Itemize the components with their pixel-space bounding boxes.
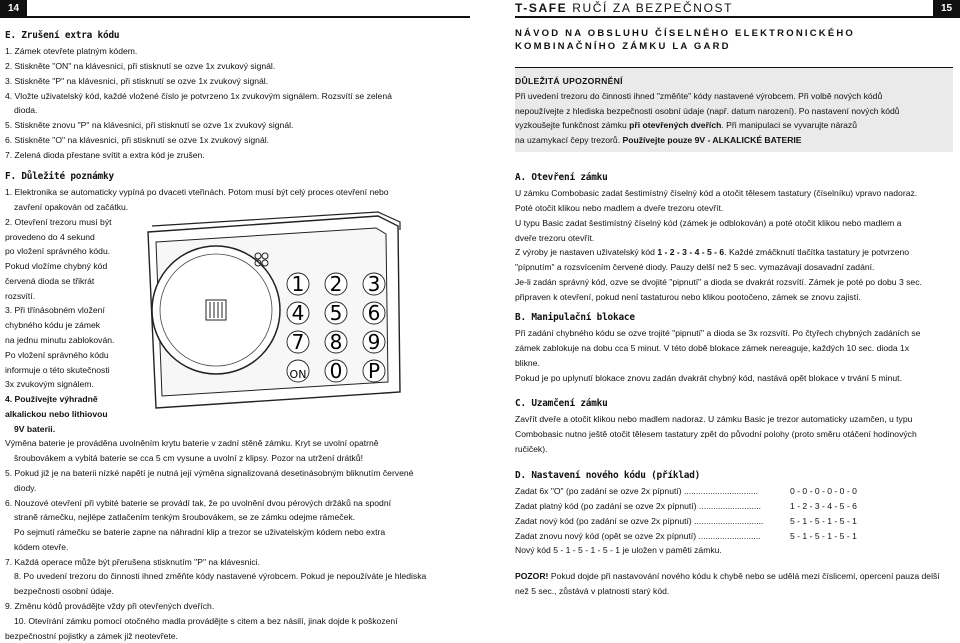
- warning-emphasis: při otevřených dveřích: [629, 120, 722, 131]
- section-f-title: F. Důležité poznámky: [5, 171, 114, 182]
- section-a-line: připraven k otevření, pokud není tastaturou nebo klikou pootočeno, zámek se znovu zajistí.: [515, 291, 861, 302]
- section-e-item: 7. Zelená dioda přestane svítit a extra kód je zrušen.: [5, 149, 205, 160]
- section-a-line: dveře trezoru otevřít.: [515, 232, 595, 243]
- keypad-key-label: 8: [329, 330, 343, 354]
- section-f-line: bezpečnosti osobní údaje.: [14, 586, 114, 597]
- keypad-key-label: 1: [291, 272, 305, 296]
- section-f-line: 3x zvukovým signálem.: [5, 379, 94, 390]
- code-step-label: Zadat platný kód (po zadání se ozve 2x pípnutí) ..........................: [515, 500, 762, 511]
- section-a-line: "pípnutím" a rozsvícením červené diody. Pauzy delší než 5 sec. vymazávají dosavadní zadání.: [515, 262, 875, 273]
- keypad-key-label: 9: [367, 330, 381, 354]
- section-d: [515, 468, 960, 558]
- header-rule-left: [0, 16, 470, 18]
- section-f-line: alkalickou nebo lithiovou: [5, 408, 108, 419]
- lock-keypad-illustration: [138, 212, 408, 412]
- section-c-line: ručiček).: [515, 443, 548, 454]
- code-step-value: 5 - 1 - 5 - 1 - 5 - 1: [790, 515, 857, 526]
- section-f-line: Po sejmutí rámečku se baterie zapne na náhradní klip a trezor se uživatelským kódem nebo extra: [14, 527, 386, 538]
- section-e-item: dioda.: [14, 105, 38, 116]
- section-c-line: Combobasic nutno ještě otočit tělesem tastatury zpět do původní polohy (proto směru otáčení hodinových: [515, 428, 917, 439]
- section-f-line: zavření opakován od začátku.: [14, 201, 129, 212]
- code-step-value: 0 - 0 - 0 - 0 - 0 - 0: [790, 486, 857, 497]
- text: . Každé zmáčknutí tlačítka tastatury je potvrzeno: [724, 247, 910, 258]
- warning-line-1: Při uvedení trezoru do činnosti ihned "změňte" kódy nastavené výrobcem. Při volbě nových kódů: [515, 90, 883, 101]
- keypad-key-label: 2: [329, 272, 343, 296]
- section-b-line: Pokud je po uplynutí blokace znovu zadán dvakrát chybný kód, nastává opět blokace v trvání 5 minut.: [515, 372, 902, 383]
- section-e-item: 6. Stiskněte "O" na klávesnici, při stisknutí se ozve 1x zvukový signál.: [5, 134, 270, 145]
- section-b-line: blikne.: [515, 357, 540, 368]
- section-b-line: Při zadání chybného kódu se ozve trojité "pipnutí" a dioda se 3x rozsvítí. Po čtyřech chybných zadáních se: [515, 328, 921, 339]
- page-number-right: 15: [933, 0, 960, 17]
- section-f-line: 4. Používejte výhradně: [5, 394, 98, 405]
- section-f-line: 9. Změnu kódů provádějte vždy při otevřených dveřích.: [5, 601, 215, 612]
- brand-tagline: RUČÍ ZA BEZPEČNOST: [572, 1, 734, 15]
- default-code: 1 - 2 - 3 - 4 - 5 - 6: [657, 247, 725, 258]
- header-rule-right: [515, 16, 960, 18]
- code-step-value: 5 - 1 - 5 - 1 - 5 - 1: [790, 530, 857, 541]
- section-e-item: 5. Stiskněte znovu "P" na klávesnici, při stisknutí se ozve 1x zvukový signál.: [5, 120, 294, 131]
- keypad-key-label: 6: [367, 301, 381, 325]
- pozor-text: Pokud dojde při nastavování nového kódu k chybě nebo se udělá mezi číslicemi, opercení pauza delší než 5 sec., zůstává v platnosti starý kód.: [515, 571, 940, 596]
- section-f-line: 9V baterii.: [14, 423, 56, 434]
- section-f-line: 6. Nouzové otevření při vybité baterie se provádí tak, že po uvolnění dvou pérových držáků na spodní: [5, 497, 391, 508]
- text: Z výroby je nastaven uživatelský kód: [515, 247, 658, 258]
- keypad-key-label: 5: [329, 301, 343, 325]
- keypad-key-label: P: [367, 359, 381, 383]
- section-f-line: červená dioda se třikrát: [5, 275, 95, 286]
- section-f-line: Po vložení správného kódu: [5, 349, 109, 360]
- keypad-key-label: ON: [289, 368, 307, 381]
- code-step-label: Zadat 6x "O" (po zadání se ozve 2x pípnutí) ...............................: [515, 486, 759, 497]
- section-c-title: C. Uzamčení zámku: [515, 398, 608, 409]
- section-a-line: Poté otočit klikou nebo madlem a dveře trezoru otevřít.: [515, 202, 724, 213]
- section-f-line: straně rámečku, nejlépe zatlačením tenkým šroubovákem, se ze zámku odejme rámeček.: [14, 512, 356, 523]
- section-e-item: 4. Vložte uživatelský kód, každé vložené číslo je potvrzeno 1x zvukovým signálem. Rozsvítí se zelená: [5, 90, 392, 101]
- warning-text: vyzkoušejte funkčnost zámku: [515, 120, 630, 131]
- section-f-line: 2. Otevření trezoru musí být: [5, 216, 112, 227]
- section-b-title: B. Manipulační blokace: [515, 312, 635, 323]
- keypad-key-label: 7: [291, 330, 305, 354]
- section-f-line: po vložení správného kódu.: [5, 246, 111, 257]
- section-a-line: [515, 245, 960, 260]
- page-number-left: 14: [0, 0, 27, 17]
- section-f-line: Pokud vložíme chybný kód: [5, 261, 108, 272]
- keypad-key-label: 4: [291, 301, 305, 325]
- section-c-line: Zavřít dveře a otočit klikou nebo madlem nadoraz. U zámku Basic je trezor automaticky uzamčen, u typu: [515, 414, 913, 425]
- section-b: [515, 310, 960, 385]
- section-e-item: 1. Zámek otevřete platným kódem.: [5, 46, 138, 57]
- section-a-line: U zámku Combobasic zadat šestimístný číselný kód a otočit tělesem tastatury (číselníku) vpravo nadoraz.: [515, 188, 918, 199]
- warning-line-4: [515, 133, 953, 148]
- brand-name: T-SAFE: [515, 1, 568, 15]
- section-f-line: diody.: [14, 482, 37, 493]
- section-f-line: 8. Po uvedení trezoru do činnosti ihned změňte kódy nastavené výrobcem. Pokud je nepoužíváte je hlediska: [14, 571, 427, 582]
- pozor-label: POZOR!: [515, 571, 549, 581]
- section-e-list: [5, 44, 470, 162]
- pozor-note: [515, 569, 955, 599]
- section-f-line: 5. Pokud již je na baterii nízké napětí je nutná její výměna signalizovaná desetinásobným bliknutím červené: [5, 468, 414, 479]
- keypad-key-label: 0: [329, 359, 343, 383]
- code-step-label: Zadat nový kód (po zadání se ozve 2x pípnutí) .............................: [515, 515, 764, 526]
- warning-line-2: nepoužívejte z hlediska bezpečnosti osobní údaje (např. datum narození). Po nastavení nových kódů: [515, 105, 900, 116]
- code-step-label: Zadat znovu nový kód (opět se ozve 2x pípnutí) ..........................: [515, 530, 761, 541]
- section-d-footer: Nový kód 5 - 1 - 5 - 1 - 5 - 1 je uložen v paměti zámku.: [515, 545, 722, 556]
- section-e-item: 2. Stiskněte "ON" na klávesnici, při stisknutí se ozve 1x zvukový signál.: [5, 60, 276, 71]
- section-f-line: 7. Každá operace může být přerušena stisknutím "P" na klávesnici.: [5, 556, 260, 567]
- section-f-line: šroubovákem a vybitá baterie se cca 5 cm vysune a uvolní z klipsy. Pozor na utržení drátků!: [14, 453, 364, 464]
- section-f-line: Výměna baterie je prováděna uvolněním krytu baterie v zadní stěně zámku. Kryt se uvolní opatrně: [5, 438, 379, 449]
- section-f-line: chybného kódu je zámek: [5, 320, 101, 331]
- warning-box: [515, 67, 953, 152]
- section-e-title: E. Zrušení extra kódu: [5, 30, 120, 41]
- section-e-item: 3. Stiskněte "P" na klávesnici, při stisknutí se ozve 1x zvukový signál.: [5, 75, 269, 86]
- section-e: [5, 28, 470, 162]
- section-f-line: 3. Při třínásobném vložení: [5, 305, 105, 316]
- warning-text: . Při manipulaci se vyvarujte nárazů: [721, 120, 858, 131]
- section-f-line: na jednu minutu zablokován.: [5, 334, 115, 345]
- section-f-line: kódem otevře.: [14, 541, 69, 552]
- section-a-line: U typu Basic zadat šestimístný číselný kód (zámek je odblokován) a poté otočit klikou nebo madlem a: [515, 217, 902, 228]
- section-b-line: zámek zablokuje na dobu cca 5 minut. V této době blokace zámek nereaguje, každých 10 sec. dioda 1x: [515, 342, 910, 353]
- section-f-line: informuje o této skutečnosti: [5, 364, 110, 375]
- section-a-line: Je-li zadán správný kód, ozve se dvojité "pipnutí" a dioda se dvakrát rozsvítí. Zámek je poté po dobu 3 sec.: [515, 276, 922, 287]
- warning-battery: Používejte pouze 9V - ALKALICKÉ BATERIE: [622, 135, 802, 146]
- code-step-value: 1 - 2 - 3 - 4 - 5 - 6: [790, 500, 857, 511]
- main-title: NÁVOD NA OBSLUHU ČÍSELNÉHO ELEKTRONICKÉHO KOMBINAČNÍHO ZÁMKU LA GARD: [515, 28, 856, 52]
- section-f-line: rozsvítí.: [5, 290, 36, 301]
- code-table: [515, 484, 960, 543]
- section-a: [515, 170, 960, 304]
- brand-header: [515, 1, 733, 16]
- warning-line-3: [515, 118, 953, 133]
- warning-title: DŮLEŽITÁ UPOZORNĚNÍ: [515, 76, 623, 86]
- section-f-line: 1. Elektronika se automaticky vypíná po dvaceti vteřinách. Potom musí být celý proces otevření nebo: [5, 187, 389, 198]
- section-f-line: bezpečnostní pojistky a zámek již neotevřete.: [5, 630, 178, 641]
- section-a-title: A. Otevření zámku: [515, 172, 608, 183]
- warning-text: na uzamykací čepy trezorů.: [515, 135, 623, 146]
- section-f-line: 10. Otevírání zámku pomocí otočného madla provádějte s citem a bez násilí, jinak dojde k poškození: [14, 615, 398, 626]
- keypad-key-label: 3: [367, 272, 381, 296]
- section-f-line: provedeno do 4 sekund: [5, 231, 95, 242]
- section-d-title: D. Nastavení nového kódu (příklad): [515, 470, 701, 481]
- section-c: [515, 396, 960, 457]
